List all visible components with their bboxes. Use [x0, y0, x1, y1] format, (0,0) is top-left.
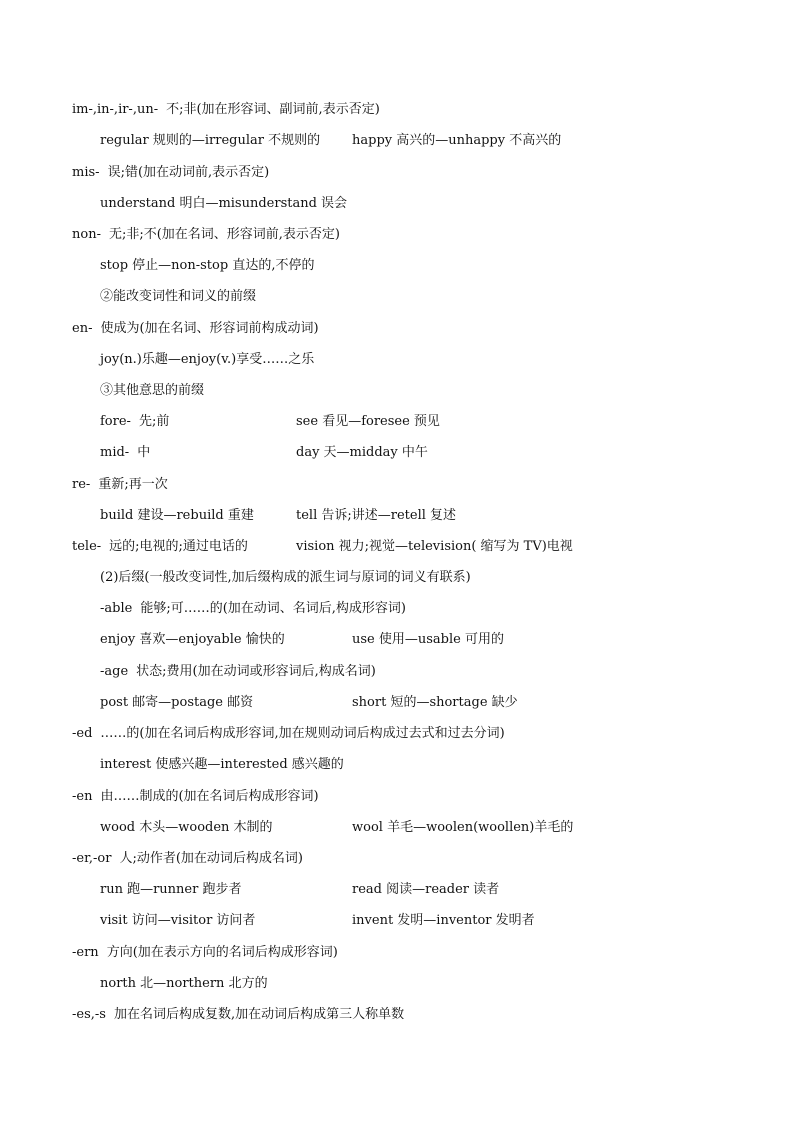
example-line: [100, 131, 562, 151]
example-1: visit 访问—visitor 访问者: [100, 913, 256, 928]
prefix-en: [72, 319, 319, 339]
example-1: enjoy 喜欢—enjoyable 愉快的: [100, 632, 285, 647]
meaning: 能够;可……的(加在动词、名词后,构成形容词): [140, 601, 406, 616]
affix: en-: [72, 321, 93, 336]
prefix-im-in-ir-un: [72, 100, 380, 120]
affix: non-: [72, 227, 101, 242]
example-line: [100, 880, 500, 900]
example-2: happy 高兴的—unhappy 不高兴的: [352, 133, 562, 148]
heading-text: ③其他意思的前缀: [100, 383, 205, 398]
meaning: 远的;电视的;通过电话的: [109, 539, 248, 554]
suffix-ed: [72, 724, 505, 744]
meaning: 加在名词后构成复数,加在动词后构成第三人称单数: [113, 1007, 405, 1022]
example-line: [100, 350, 314, 370]
affix: tele-: [72, 539, 102, 554]
prefix-non: [72, 225, 340, 245]
suffix-es-s: [72, 1005, 404, 1025]
suffix-able: [100, 599, 406, 619]
section-heading: [100, 568, 471, 588]
meaning: 重新;再一次: [98, 477, 168, 492]
example-line: [100, 256, 314, 276]
example-2: invent 发明—inventor 发明者: [352, 913, 535, 928]
suffix-ern: [72, 943, 338, 963]
example-line: [100, 974, 268, 994]
affix: -ern: [72, 945, 99, 960]
affix: -es,-s: [72, 1007, 106, 1022]
example-1: understand 明白—misunderstand 误会: [100, 196, 348, 211]
example-1: interest 使感兴趣—interested 感兴趣的: [100, 757, 344, 772]
example-2: short 短的—shortage 缺少: [352, 695, 518, 710]
example-1: vision 视力;视觉—television( 缩写为 TV)电视: [296, 539, 573, 554]
example-line: [100, 506, 457, 526]
example-line: [100, 818, 574, 838]
example-1: wood 木头—wooden 木制的: [100, 820, 273, 835]
affix: -en: [72, 789, 93, 804]
example-line: [100, 630, 504, 650]
affix: fore-: [100, 414, 131, 429]
prefix-mid: [100, 443, 428, 463]
meaning: 状态;费用(加在动词或形容词后,构成名词): [136, 664, 376, 679]
suffix-er-or: [72, 849, 303, 869]
example-1: day 天—midday 中午: [296, 445, 428, 460]
affix: -ed: [72, 726, 93, 741]
heading-text: (2)后缀(一般改变词性,加后缀构成的派生词与原词的词义有联系): [100, 570, 471, 585]
example-1: joy(n.)乐趣—enjoy(v.)享受……之乐: [100, 352, 315, 367]
suffix-age: [100, 662, 376, 682]
meaning: 先;前: [138, 414, 170, 429]
example-line: [100, 693, 518, 713]
example-1: stop 停止—non-stop 直达的,不停的: [100, 258, 315, 273]
example-2: tell 告诉;讲述—retell 复述: [296, 508, 457, 523]
meaning: 无;非;不(加在名词、形容词前,表示否定): [108, 227, 341, 242]
meaning: ……的(加在名词后构成形容词,加在规则动词后构成过去式和过去分词): [100, 726, 505, 741]
meaning: 由……制成的(加在名词后构成形容词): [100, 789, 319, 804]
example-line: [100, 911, 535, 931]
meaning: 中: [137, 445, 151, 460]
example-1: post 邮寄—postage 邮资: [100, 695, 254, 710]
example-2: wool 羊毛—woolen(woollen)羊毛的: [352, 820, 574, 835]
meaning: 误;错(加在动词前,表示否定): [107, 165, 270, 180]
affix: re-: [72, 477, 91, 492]
affix: -er,-or: [72, 851, 112, 866]
example-line: [100, 194, 347, 214]
prefix-re: [72, 475, 168, 495]
prefix-fore: [100, 412, 440, 432]
affix: -able: [100, 601, 133, 616]
example-2: use 使用—usable 可用的: [352, 632, 504, 647]
example-1: see 看见—foresee 预见: [296, 414, 440, 429]
affix: -age: [100, 664, 129, 679]
meaning: 不;非(加在形容词、副词前,表示否定): [166, 102, 380, 117]
example-line: [100, 755, 344, 775]
affix: im-,in-,ir-,un-: [72, 102, 159, 117]
affix: mid-: [100, 445, 130, 460]
example-2: read 阅读—reader 读者: [352, 882, 500, 897]
suffix-en: [72, 787, 319, 807]
heading-text: ②能改变词性和词义的前缀: [100, 289, 257, 304]
meaning: 人;动作者(加在动词后构成名词): [119, 851, 303, 866]
section-heading: [100, 287, 256, 307]
affix: mis-: [72, 165, 100, 180]
prefix-tele: [72, 537, 573, 557]
meaning: 方向(加在表示方向的名词后构成形容词): [106, 945, 338, 960]
prefix-mis: [72, 163, 269, 183]
example-1: run 跑—runner 跑步者: [100, 882, 242, 897]
example-1: regular 规则的—irregular 不规则的: [100, 133, 321, 148]
example-1: north 北—northern 北方的: [100, 976, 268, 991]
example-1: build 建设—rebuild 重建: [100, 508, 254, 523]
section-heading: [100, 381, 204, 401]
meaning: 使成为(加在名词、形容词前构成动词): [100, 321, 319, 336]
